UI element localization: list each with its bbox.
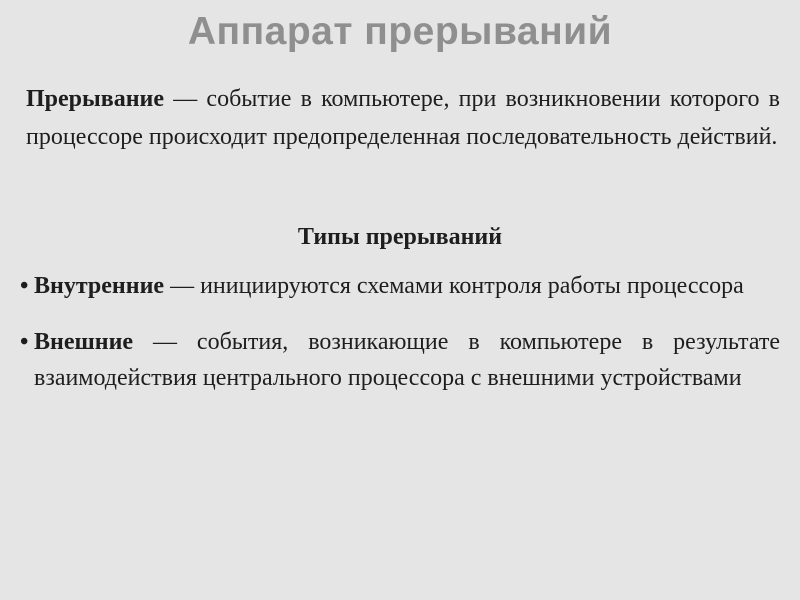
definition-text: — событие в компьютере, при возникновении которого в процессоре происходит предопределенная последовательность действий. <box>26 86 780 150</box>
internal-description: — инициируются схемами контроля работы процессора <box>164 273 744 299</box>
list-item-internal <box>20 268 780 304</box>
bullet-icon: • <box>20 273 29 299</box>
interrupt-types-list <box>20 268 780 396</box>
external-term: Внешние <box>34 329 134 355</box>
list-item-external <box>20 324 780 396</box>
definition-term: Прерывание <box>26 86 165 112</box>
external-description: — события, возникающие в компьютере в результате взаимодействия центрального процессора с внешними устройствами <box>34 329 780 391</box>
types-heading: Типы прерываний <box>297 224 503 250</box>
internal-term: Внутренние <box>34 273 165 299</box>
bullet-icon: • <box>20 329 29 355</box>
definition-paragraph <box>26 80 780 156</box>
slide-title: Аппарат прерываний <box>187 10 613 53</box>
